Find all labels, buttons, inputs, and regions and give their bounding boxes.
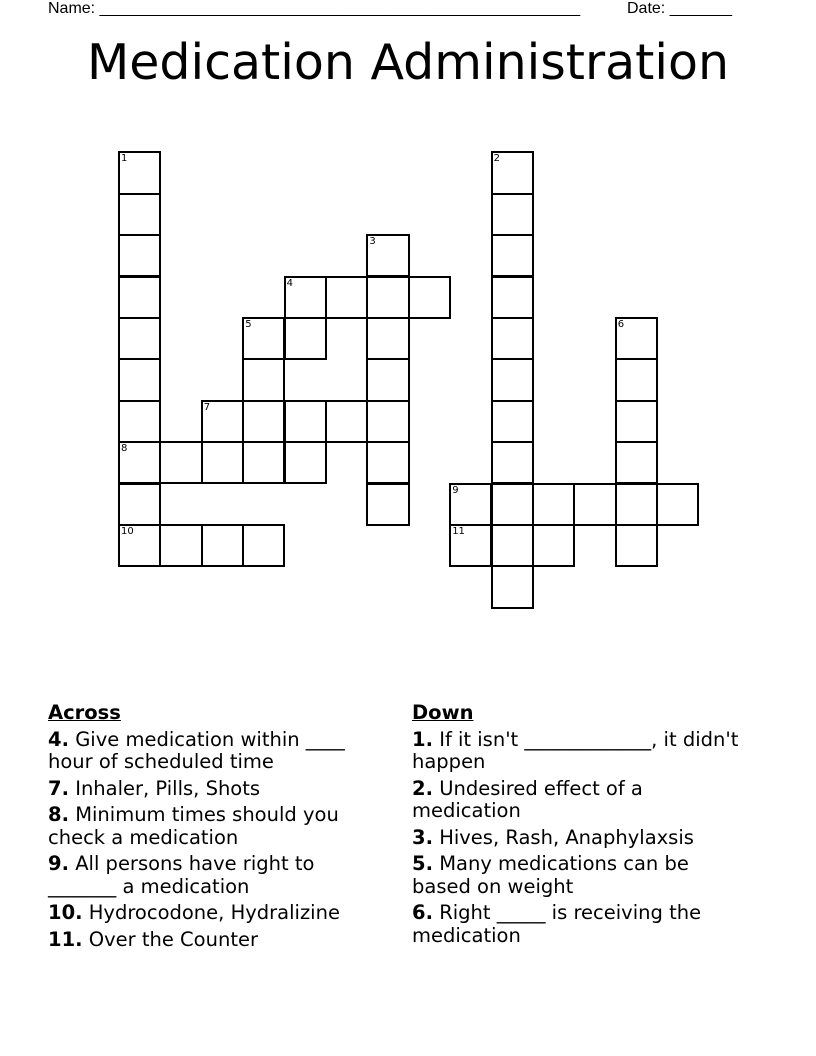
crossword-cell[interactable]: [491, 483, 534, 526]
clue-number: 11.: [48, 927, 83, 951]
crossword-cell[interactable]: [284, 276, 327, 319]
crossword-cell[interactable]: [615, 441, 658, 484]
crossword-cell[interactable]: [242, 524, 285, 567]
crossword-cell[interactable]: [366, 358, 409, 401]
crossword-cell[interactable]: [491, 193, 534, 236]
crossword-cell[interactable]: [118, 317, 161, 360]
crossword-cell[interactable]: [408, 276, 451, 319]
clue-text: If it isn't _____________, it didn't happen: [412, 727, 739, 773]
clue-across-9: [48, 853, 388, 898]
crossword-cell[interactable]: [201, 524, 244, 567]
crossword-cell[interactable]: [491, 565, 534, 608]
crossword-cell[interactable]: [491, 441, 534, 484]
crossword-cell[interactable]: [118, 193, 161, 236]
clue-number: 4.: [48, 727, 69, 751]
clue-down-5: [412, 853, 742, 898]
cell-number: 8: [121, 443, 128, 455]
clue-down-2: [412, 778, 742, 823]
clue-down-6: [412, 902, 742, 947]
crossword-cell[interactable]: [118, 276, 161, 319]
crossword-cell[interactable]: [532, 483, 575, 526]
crossword-cell[interactable]: [366, 317, 409, 360]
down-clues: [412, 702, 742, 951]
clue-text: Right _____ is receiving the medication: [412, 901, 702, 947]
crossword-cell[interactable]: [532, 524, 575, 567]
crossword-cell[interactable]: [656, 483, 699, 526]
cell-number: 9: [452, 484, 459, 496]
crossword-cell[interactable]: [491, 234, 534, 277]
crossword-cell[interactable]: [366, 400, 409, 443]
crossword-cell[interactable]: [491, 317, 534, 360]
clue-down-1: [412, 729, 742, 774]
clue-text: Inhaler, Pills, Shots: [75, 776, 261, 800]
cell-number: 10: [121, 526, 134, 537]
clue-text: Over the Counter: [88, 927, 258, 951]
crossword-cell[interactable]: [366, 234, 409, 277]
crossword-cell[interactable]: [242, 358, 285, 401]
cell-number: 2: [493, 153, 500, 165]
crossword-cell[interactable]: [366, 483, 409, 526]
crossword-cell[interactable]: [284, 441, 327, 484]
cell-number: 11: [452, 526, 465, 537]
crossword-cell[interactable]: [159, 441, 202, 484]
clue-number: 2.: [412, 776, 433, 800]
crossword-cell[interactable]: [491, 151, 534, 194]
across-heading: Across: [48, 701, 121, 724]
crossword-cell[interactable]: [159, 524, 202, 567]
crossword-cell[interactable]: [118, 234, 161, 277]
crossword-cell[interactable]: [118, 441, 161, 484]
crossword-cell[interactable]: [491, 524, 534, 567]
clue-text: Hydrocodone, Hydralizine: [88, 901, 340, 924]
crossword-cell[interactable]: [118, 524, 161, 567]
crossword-cell[interactable]: [615, 524, 658, 567]
clue-text: All persons have right to _______ a medication: [48, 852, 315, 898]
crossword-cell[interactable]: [242, 317, 285, 360]
crossword-cell[interactable]: [615, 358, 658, 401]
cell-number: 7: [203, 401, 211, 413]
crossword-cell[interactable]: [491, 276, 534, 319]
crossword-cell[interactable]: [118, 358, 161, 401]
cell-number: 5: [245, 319, 252, 330]
crossword-cell[interactable]: [615, 400, 658, 443]
name-field-label[interactable]: Name: ______________________________________________________: [48, 0, 581, 17]
clue-number: 5.: [412, 852, 433, 875]
date-field-label[interactable]: Date: _______: [627, 0, 732, 17]
clue-text: Hives, Rash, Anaphylaxsis: [439, 825, 694, 849]
clue-number: 1.: [412, 727, 433, 751]
clue-across-8: [48, 804, 388, 849]
clue-text: Many medications can be based on weight: [412, 852, 689, 898]
crossword-cell[interactable]: [118, 400, 161, 443]
crossword-cell[interactable]: [449, 483, 492, 526]
crossword-cell[interactable]: [284, 317, 327, 360]
clue-across-7: [48, 778, 388, 801]
crossword-cell[interactable]: [242, 441, 285, 484]
clue-number: 3.: [412, 825, 433, 849]
crossword-cell[interactable]: [366, 441, 409, 484]
clue-number: 10.: [48, 901, 83, 924]
down-heading: Down: [412, 701, 474, 724]
crossword-cell[interactable]: [449, 524, 492, 567]
across-clues: [48, 702, 388, 955]
clue-number: 9.: [48, 852, 69, 875]
cell-number: 6: [617, 319, 625, 330]
clue-number: 8.: [48, 803, 69, 826]
crossword-cell[interactable]: [615, 483, 658, 526]
crossword-cell[interactable]: [366, 276, 409, 319]
cell-number: 4: [286, 277, 293, 289]
clue-text: Undesired effect of a medication: [412, 776, 643, 822]
crossword-cell[interactable]: [242, 400, 285, 443]
clue-number: 7.: [48, 776, 69, 800]
crossword-cell[interactable]: [118, 483, 161, 526]
crossword-cell[interactable]: [118, 151, 161, 194]
clue-across-10: [48, 902, 388, 925]
cell-number: 3: [369, 236, 376, 248]
crossword-cell[interactable]: [491, 400, 534, 443]
clue-number: 6.: [412, 901, 433, 924]
clue-text: Minimum times should you check a medication: [48, 803, 339, 849]
crossword-cell[interactable]: [615, 317, 658, 360]
clue-across-4: [48, 729, 388, 774]
crossword-cell[interactable]: [491, 358, 534, 401]
clue-down-3: [412, 827, 742, 850]
cell-number: 1: [121, 153, 128, 165]
crossword-cell[interactable]: [284, 400, 327, 443]
crossword-cell[interactable]: [201, 441, 244, 484]
clue-text: Give medication within ____ hour of scheduled time: [48, 727, 345, 773]
crossword-cell[interactable]: [325, 276, 368, 319]
crossword-cell[interactable]: [325, 400, 368, 443]
page-title: Medication Administration: [86, 34, 730, 91]
clue-across-11: [48, 929, 388, 952]
crossword-cell[interactable]: [573, 483, 616, 526]
crossword-cell[interactable]: [201, 400, 244, 443]
